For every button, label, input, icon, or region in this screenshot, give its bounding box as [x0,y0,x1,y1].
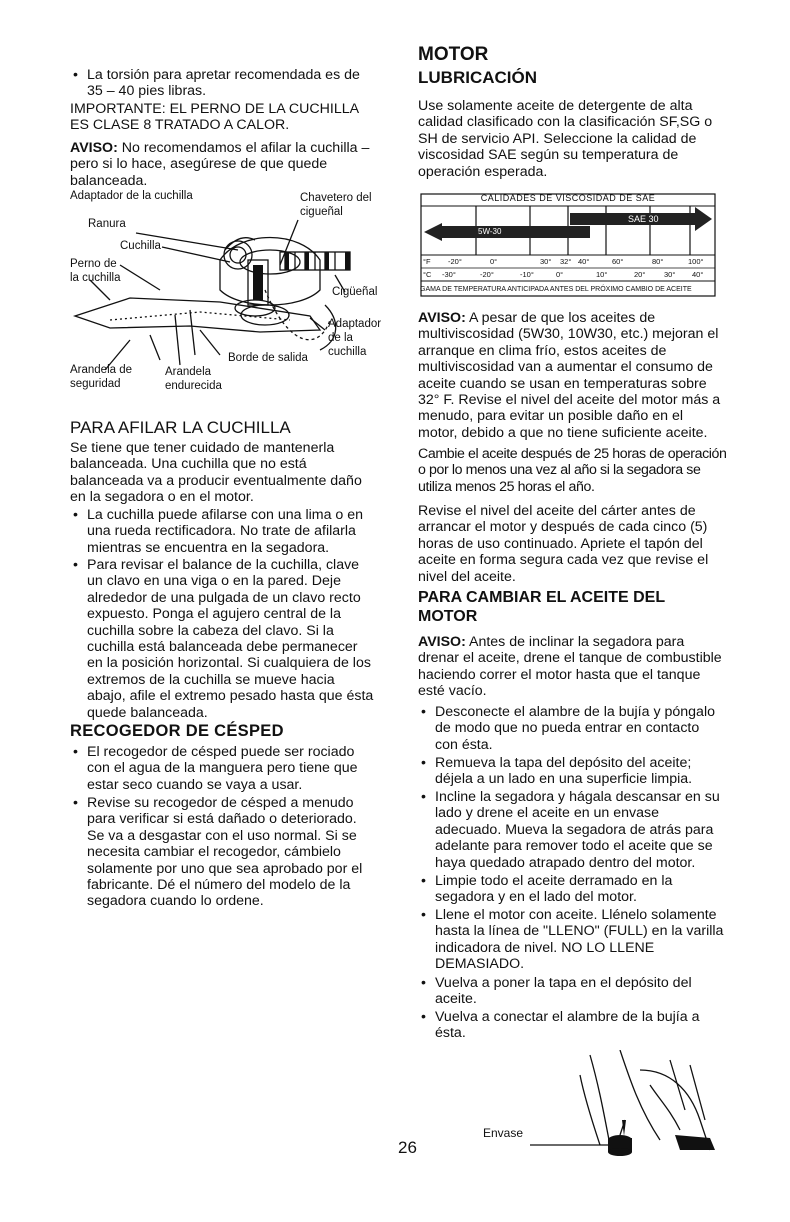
tick-f: 40° [578,257,590,266]
tick-f: 100° [688,257,704,266]
line: en la segadora o en el motor. [70,489,254,506]
blade-diagram [70,190,400,415]
tick-c: 40° [692,270,704,279]
line: Antes de inclinar la segadora para [465,634,685,650]
label-chavetero-2: cigueñal [300,206,343,218]
label-arandela-seguridad: Arandela de [70,364,133,376]
label-cuchilla: Cuchilla [120,240,161,252]
line: abajo, afile el extremo pesado hasta que ésta [87,688,374,705]
line: segadora y en el lado del motor. [435,889,637,906]
aviso-label: AVISO: [70,140,118,156]
line: • Incline la segadora y hágala descansar en su [435,789,720,805]
line: haciendo correr el motor hasta que el tanque [418,666,701,683]
afilar-bullet-1 [70,507,417,556]
line: aceite en forma segura cada vez que revise el [418,552,709,569]
line: 32° F. Revise el nivel del aceite del motor más a [418,392,721,409]
label-ranura: Ranura [88,218,126,230]
line: con ésta. [435,736,493,753]
label-chavetero: Chavetero del [300,192,372,204]
line: IMPORTANTE: EL PERNO DE LA CUCHILLA [70,101,360,117]
line: estar seco cuando se vaya a usar. [87,776,303,793]
line: Se tiene que tener cuidado de mantenerla [70,440,335,456]
line: aceite cuando se usan en temperaturas sobre [418,375,707,392]
tick-c: 20° [634,270,646,279]
tick-c: °C [423,270,432,279]
line: pero si lo hace, asegúrese de que quede [70,156,328,173]
line: balanceada. [70,172,148,189]
cambiar-bullet-2 [418,755,755,788]
line: drenar el aceite, drene el tanque de combustible [418,650,722,667]
torque-bullet [70,67,417,100]
line: mientras se encuentra en la segadora. [87,539,330,556]
line: arranque en clima frío, estos aceites de [418,342,667,359]
label-arandela-endurecida: Arandela [165,366,212,378]
line: • Vuelva a conectar el alambre de la bujía a [435,1009,700,1025]
line: 35 – 40 pies libras. [87,83,207,100]
line: ES CLASE 8 TRATADO A CALOR. [70,117,290,134]
line: lado y drene el aceite en un envase [435,805,660,822]
line: • Vuelva a poner la tapa en el depósito del [435,975,692,991]
line: haya quedado atrapado dentro del motor. [435,854,696,871]
recogedor-bullet-1 [70,744,417,793]
line: • Llene el motor con aceite. Llénelo solamente [435,907,717,923]
line: A pesar de que los aceites de [465,310,656,326]
line: • Limpie todo el aceite derramado en la [435,873,673,889]
page-number: 26 [398,1138,417,1157]
line: Cambie el aceite después de 25 horas de operación [418,446,727,462]
line: nivel del aceite. [418,568,516,585]
line: motor, debido a que no tiene suficiente aceite. [418,424,708,441]
label-adaptador: Adaptador de la cuchilla [70,190,193,202]
line: menudo, para evitar un posible daño en el [418,408,684,425]
line: No recomendamos el afilar la cuchilla – [117,140,370,156]
line: indicadora de nivel. NO LO LLENE [435,939,655,956]
revise-paragraph [418,503,728,585]
line: extremos de la cuchilla se mueve hacia [87,671,335,688]
line: esté vacío. [418,683,487,700]
viscosity-chart [420,193,716,297]
line: arrancar el motor y después de cada cinco (5) [418,519,708,536]
label-adaptador-2b: de la [328,332,353,344]
cambiar-bullet-5 [418,907,755,973]
line: déjela a un lado en una superficie limpia. [435,771,693,788]
line: segadora cuando lo ordene. [87,893,264,910]
line: • El recogedor de césped puede ser rociado [87,744,355,760]
label-ciguenal: Cigüeñal [332,286,378,298]
tick-c: -20° [480,270,494,279]
line: quede balanceada. [87,704,208,721]
label-arandela-endurecida-2: endurecida [165,380,222,392]
aviso3-paragraph [418,634,728,700]
line: Use solamente aceite de detergente de alta [418,98,693,114]
cambie-paragraph [418,446,738,495]
oil-drain-drawing [470,1050,720,1160]
tick-f: 60° [612,257,624,266]
aviso-note [70,140,400,189]
tick-f: -20° [448,257,462,266]
line: MOTOR [418,608,478,625]
cambiar-bullet-4 [418,873,755,906]
tick-c: -30° [442,270,456,279]
lubricacion-paragraph [418,98,728,180]
bar-sae30-label: SAE 30 [628,214,659,224]
tick-c: 0° [556,270,564,279]
line: • La cuchilla puede afilarse con una lima o en [87,507,364,523]
line: con el agua de la manguera pero tiene que [87,760,358,777]
line: cuchilla sobre la cabeza del clavo. Si la [87,622,334,639]
line: hasta la línea de "LLENO" (FULL) en la varilla [435,923,724,940]
line: balanceada va a producir eventualmente daño [70,472,362,489]
aviso2-label: AVISO: [418,310,466,326]
line: fabricante. Dé el número del modelo de la [87,877,351,894]
bar-5w30-label: 5W-30 [478,227,502,236]
afilar-heading: PARA AFILAR LA CUCHILLA [70,418,291,437]
line: • Remueva la tapa del depósito del aceite; [435,755,692,771]
line: solamente por uno que sea aprobado por el [87,860,363,877]
line: • Desconecte el alambre de la bujía y póngalo [435,704,715,720]
line: para verificar si está dañado o deteriorado. [87,811,357,828]
line: necesita cambiar el recogedor, cámbielo [87,844,341,861]
chart-title: CALIDADES DE VISCOSIDAD DE SAE [480,193,656,203]
line: horas de uso continuado. Apriete el tapón del [418,535,703,552]
line: viscosidad SAE según su temperatura de [418,147,679,164]
cambiar-heading [418,588,738,626]
tick-f: 80° [652,257,664,266]
label-adaptador-2: Adaptador [328,318,382,330]
label-arandela-seguridad-2: seguridad [70,378,121,390]
importante-note [70,101,400,134]
line: adecuado. Mueva la segadora de atrás para [435,821,714,838]
recogedor-bullet-2 [70,795,417,910]
cambiar-bullet-7 [418,1009,755,1042]
aviso2-paragraph [418,310,728,441]
line: aceite. [435,991,477,1008]
afilar-paragraph [70,440,400,506]
line: expuesto. Ponga el agujero central de la [87,606,341,623]
oil-drain-illustration [470,1050,720,1160]
aviso3-label: AVISO: [418,634,466,650]
line: • La torsión para apretar recomendada es de [87,67,360,83]
line: un clavo en una viga o en la pared. Deje [87,573,341,590]
line: ésta. [435,1025,466,1042]
line: en la posición horizontal. Si cualquiera de los [87,655,371,672]
label-perno: Perno de [70,258,117,270]
line: adelante para remover todo el aceite que se [435,838,713,855]
line: • Revise su recogedor de césped a menudo [87,795,354,811]
tick-c: 30° [664,270,676,279]
line: • Para revisar el balance de la cuchilla, clave [87,557,360,573]
bar-5w30 [424,223,590,241]
viscosity-chart-frame [420,193,716,297]
line: alrededor de una pulgada de un clavo recto [87,589,361,606]
line: de modo que no pueda entrar en contacto [435,720,700,737]
cambiar-bullet-3 [418,789,755,871]
tick-c: 10° [596,270,608,279]
motor-heading: MOTOR [418,44,489,65]
label-envase: Envase [483,1126,524,1140]
recogedor-heading: RECOGEDOR DE CÉSPED [70,722,284,740]
line: una rueda rectificadora. No trate de afilarla [87,523,356,540]
line: cuchilla está balanceada debe permanecer [87,639,358,656]
line: PARA CAMBIAR EL ACEITE DEL [418,589,666,606]
line: utiliza menos 25 horas el año. [418,478,595,495]
cambiar-bullet-1 [418,704,755,753]
tick-f: °F [423,257,431,266]
tick-c: -10° [520,270,534,279]
label-perno-2: la cuchilla [70,272,121,284]
tick-f: 32° [560,257,572,266]
label-borde: Borde de salida [228,352,308,364]
lubricacion-heading: LUBRICACIÓN [418,68,537,87]
line: multiviscosidad van a aumentar el consumo de [418,359,713,376]
line: Revise el nivel del aceite del cárter antes de [418,503,696,519]
line: SH de servicio API. Seleccione la calidad de [418,130,697,147]
tick-f: 0° [490,257,498,266]
tick-f: 30° [540,257,552,266]
cambiar-bullet-6 [418,975,755,1008]
line: Se va a desgastar con el uso normal. Si se [87,827,357,844]
line: calidad clasificado con la clasificación SF,SG o [418,114,713,131]
line: operación esperada. [418,163,548,180]
chart-note: GAMA DE TEMPERATURA ANTICIPADA ANTES DEL PRÓXIMO CAMBIO DE ACEITE [420,286,692,293]
line: multiviscosidad (5W30, 10W30, etc.) mejoran el [418,326,719,343]
label-adaptador-2c: cuchilla [328,346,367,358]
line: DEMASIADO. [435,956,525,973]
line: balanceada. Una cuchilla que no está [70,456,307,473]
afilar-bullet-2 [70,557,417,721]
line: o por lo menos una vez al año si la segadora se [418,462,701,479]
